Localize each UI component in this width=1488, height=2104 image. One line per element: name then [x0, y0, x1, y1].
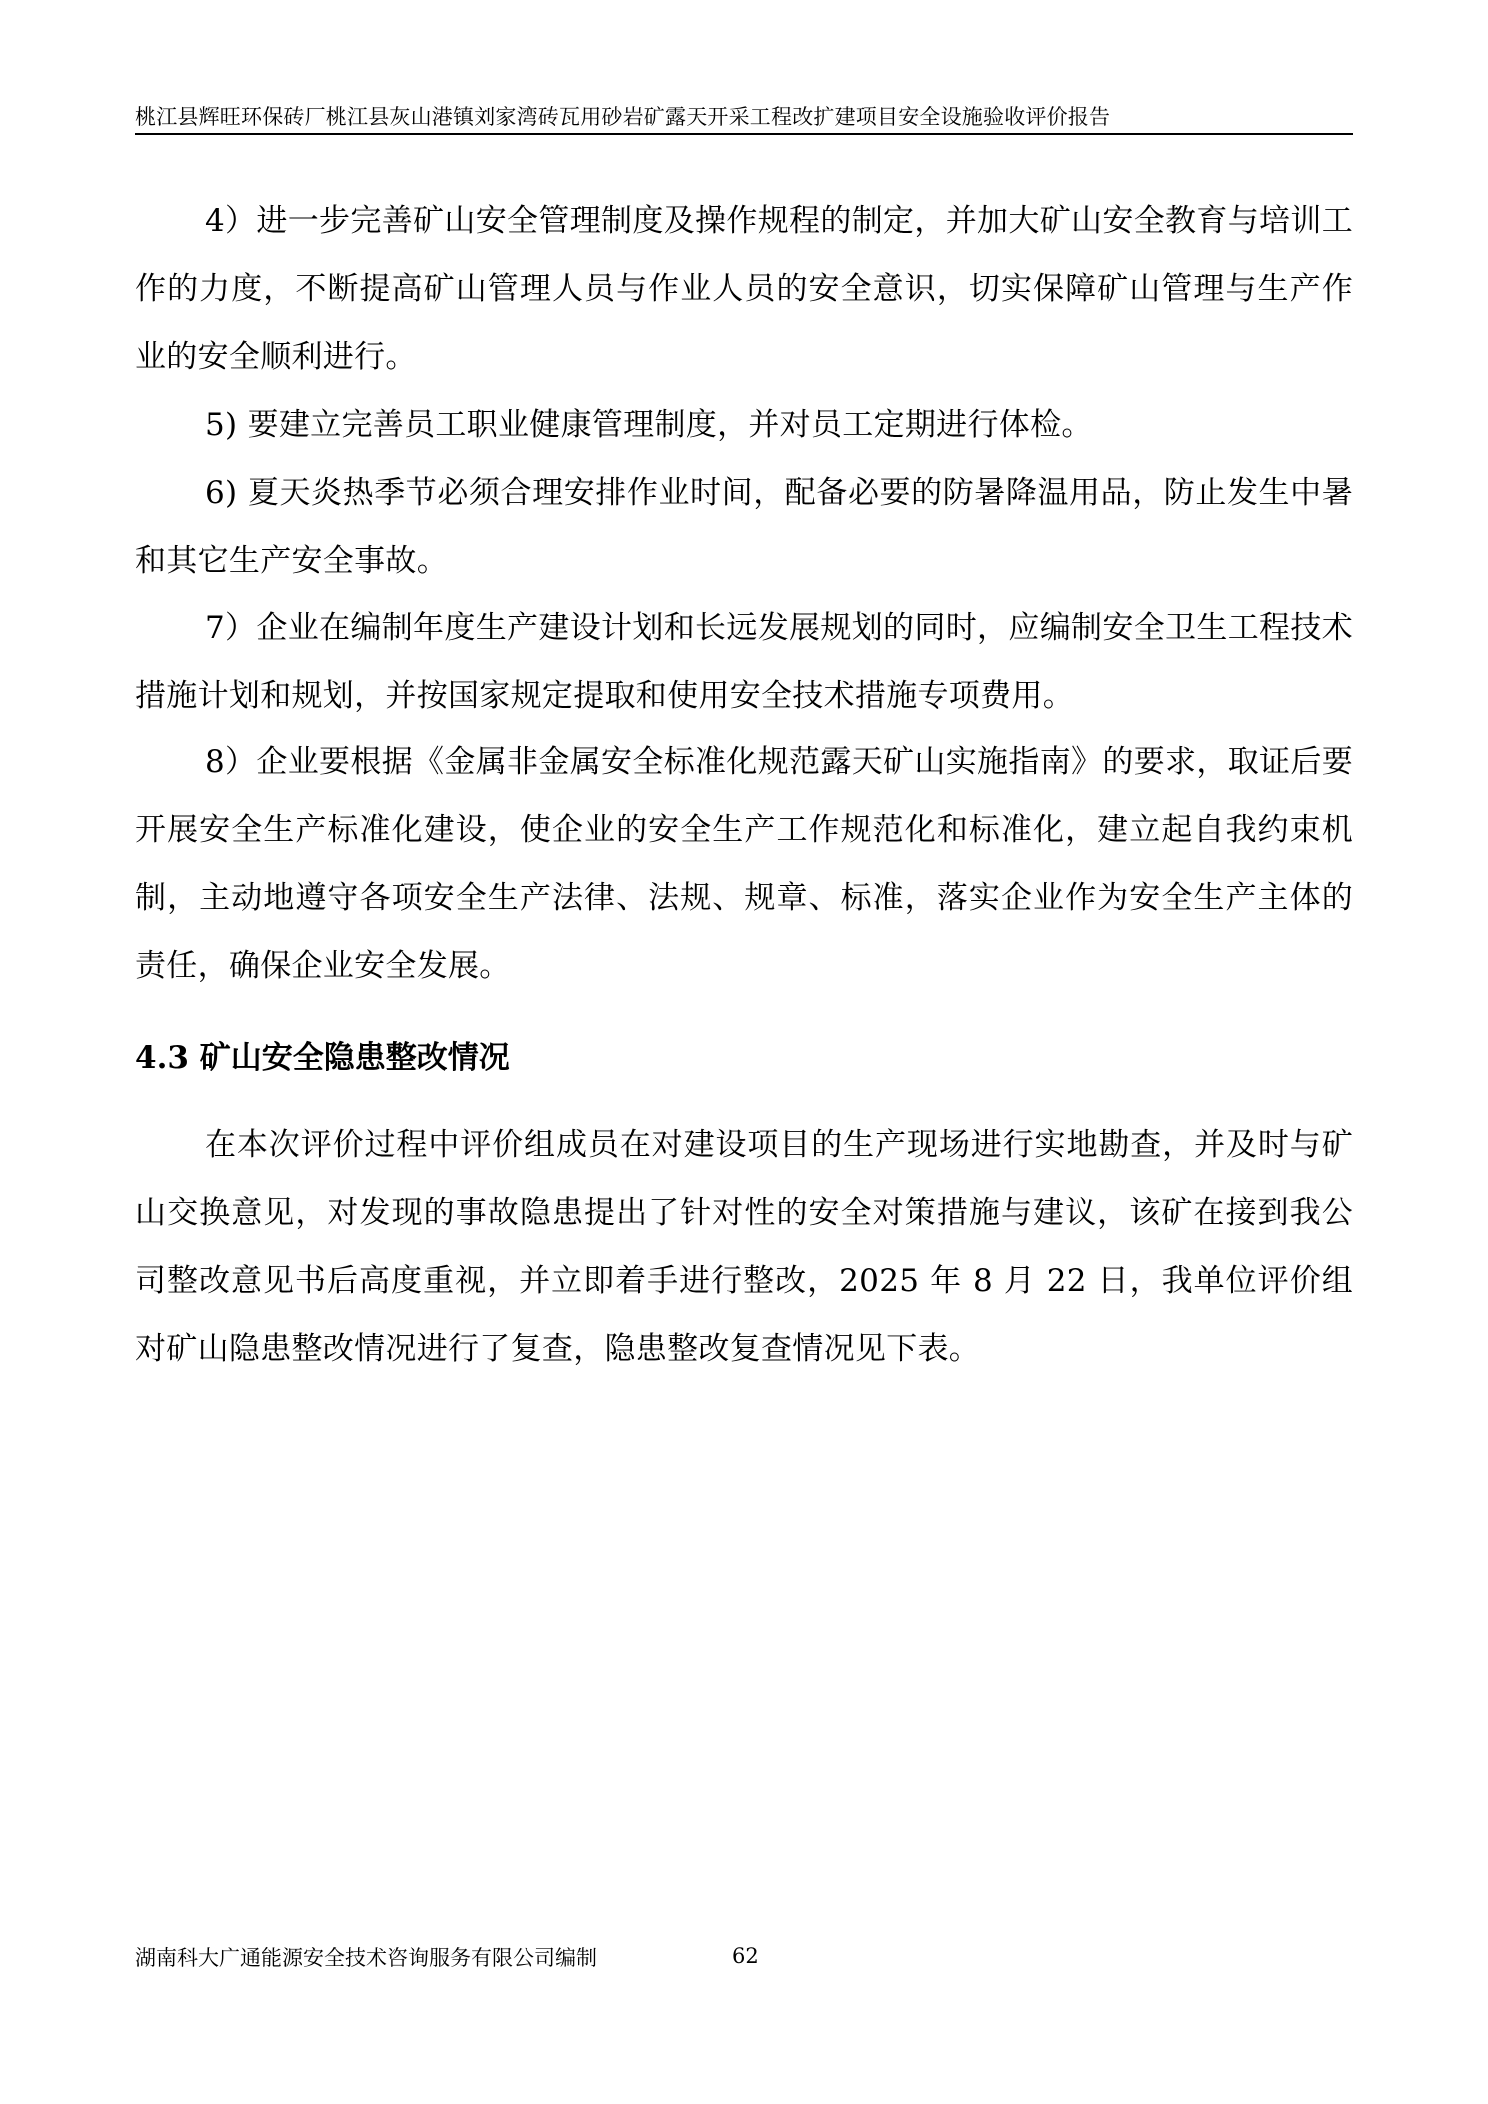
page-number: 62	[732, 1944, 759, 1968]
paragraph-item-5: 5) 要建立完善员工职业健康管理制度，并对员工定期进行体检。	[205, 407, 1093, 443]
paragraph-item-4: 4）进一步完善矿山安全管理制度及操作规程的制定，并加大矿山安全教育与培训工作的力度，不断提高矿山管理人员与作业人员的安全意识，切实保障矿山管理与生产作业的安全顺利进行。	[135, 203, 1353, 375]
section-body-paragraph: 在本次评价过程中评价组成员在对建设项目的生产现场进行实地勘查，并及时与矿山交换意见，对发现的事故隐患提出了针对性的安全对策措施与建议，该矿在接到我公司整改意见书后高度重视，并立即着手进行整改，2025 年 8 月 22 日，我单位评价组对矿山隐患整改情况进行了复查，隐患整改复查情况见下表。	[135, 1127, 1353, 1367]
running-header: 桃江县辉旺环保砖厂桃江县灰山港镇刘家湾砖瓦用砂岩矿露天开采工程改扩建项目安全设施验收评价报告	[135, 105, 1111, 129]
paragraph-item-8: 8）企业要根据《金属非金属安全标准化规范露天矿山实施指南》的要求，取证后要开展安全生产标准化建设，使企业的安全生产工作规范化和标准化，建立起自我约束机制，主动地遵守各项安全生产法律、法规、规章、标准，落实企业作为安全生产主体的责任，确保企业安全发展。	[135, 744, 1353, 984]
header-rule	[135, 133, 1353, 135]
paragraph-item-7: 7）企业在编制年度生产建设计划和长远发展规划的同时，应编制安全卫生工程技术措施计划和规划，并按国家规定提取和使用安全技术措施专项费用。	[135, 610, 1353, 714]
footer-company: 湖南科大广通能源安全技术咨询服务有限公司编制	[135, 1946, 597, 1970]
paragraph-item-6: 6) 夏天炎热季节必须合理安排作业时间，配备必要的防暑降温用品，防止发生中暑和其它生产安全事故。	[135, 475, 1353, 579]
section-heading: 4.3 矿山安全隐患整改情况	[135, 1040, 510, 1076]
